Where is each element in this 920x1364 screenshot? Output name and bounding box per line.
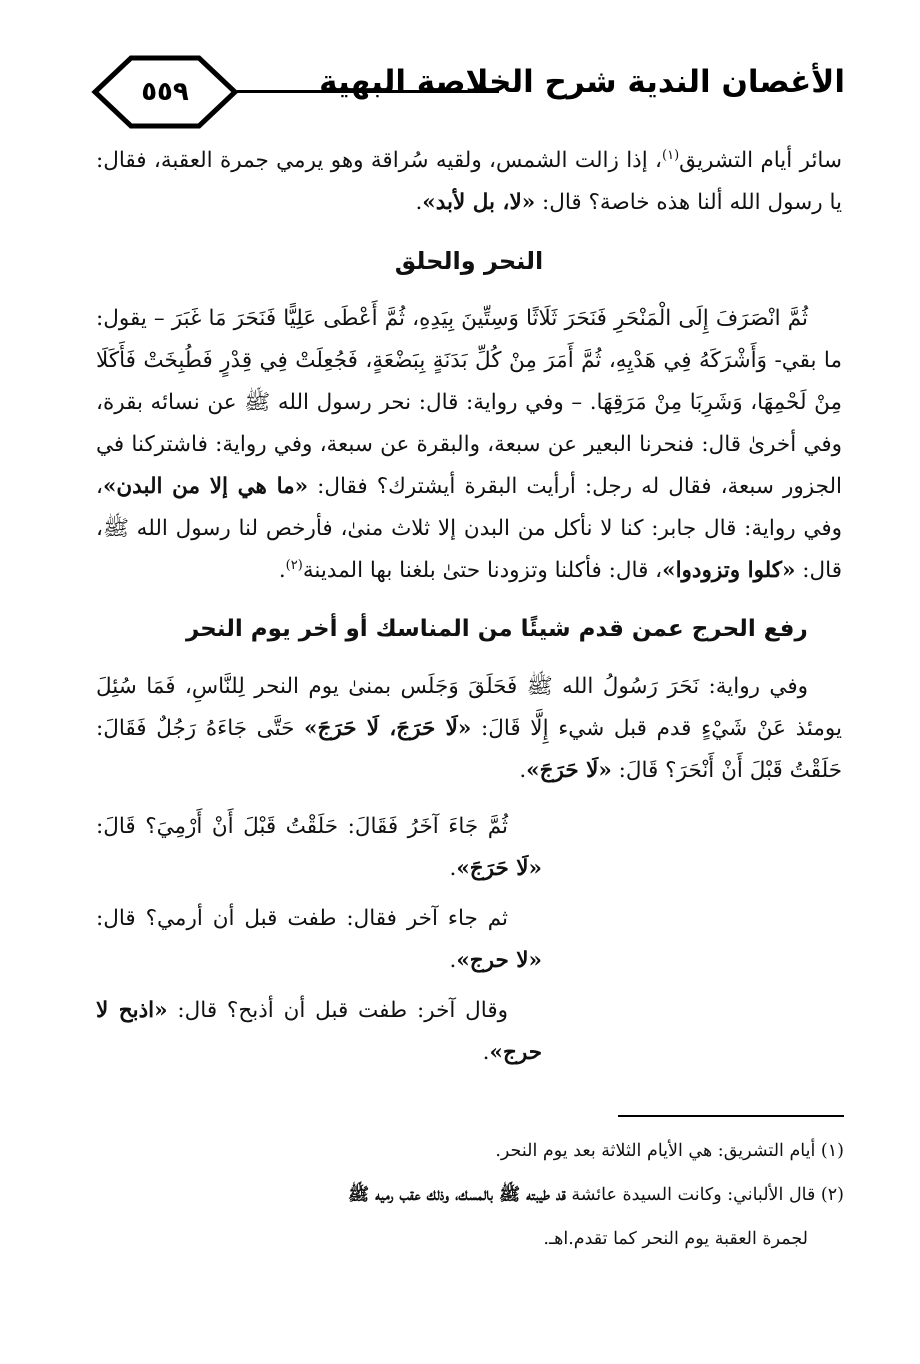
paragraph-4 bbox=[96, 806, 842, 890]
hadith-quote: «اذبح لا حرج» bbox=[96, 998, 542, 1065]
text-run: . bbox=[449, 856, 457, 881]
footnotes bbox=[96, 1132, 844, 1258]
text-run: وقال آخر: طفت قبل أن أذبح؟ قال: bbox=[167, 998, 508, 1023]
hadith-quote: «لَا حَرَجَ» bbox=[456, 856, 542, 881]
section-heading: رفع الحرج عمن قدم شيئًا من المناسك أو أخر يوم النحر bbox=[186, 616, 808, 642]
text-run: ، قال: فأكلنا وتزودنا حتىٰ بلغنا بها المدينة bbox=[302, 558, 663, 583]
footnote-2 bbox=[96, 1176, 844, 1214]
main-text bbox=[96, 140, 842, 1074]
paragraph-5 bbox=[96, 898, 842, 982]
footnote-marker-2: (٢) bbox=[285, 557, 303, 573]
hadith-quote: «ما هي إلا من البدن» bbox=[102, 474, 309, 499]
paragraph-2 bbox=[96, 298, 842, 592]
text-run: ثُمَّ جَاءَ آخَرُ فَقَالَ: حَلَقْتُ قَبْلَ أَنْ أَرْمِيَ؟ قَالَ: bbox=[96, 814, 508, 839]
text-run: . bbox=[449, 948, 457, 973]
footnote-rule bbox=[618, 1115, 844, 1117]
text-run: ثُمَّ انْصَرَفَ إِلَى الْمَنْحَرِ فَنَحَرَ ثَلَاثًا وَسِتِّينَ بِيَدِهِ، ثُمَّ أَعْطَى عَلِيًّا فَنَحَرَ مَا غَبَرَ – يقول: ما بقي- وَأَشْرَكَهُ فِي هَدْيِهِ، ثُمَّ أَمَرَ مِنْ كُلِّ بَدَنَةٍ بِبَضْعَةٍ، فَجُعِلَتْ فِي قِدْرٍ فَطُبِخَتْ فَأَكَلَا مِنْ لَحْمِهَا، وَشَرِبَا مِنْ مَرَقِهَا. – وفي رواية: قال: نحر رسول الله ﷺ عن نسائه بقرة، وفي أخرىٰ قال: فنحرنا البعير عن سبعة، والبقرة عن سبعة، وفي رواية: فاشتركنا في الجزور سبعة، فقال له رجل: أرأيت البقرة أيشترك؟ فقال: bbox=[96, 306, 842, 499]
text-run: ، وفي رواية: قال جابر: كنا لا نأكل من البدن إلا ثلاث منىٰ، فأرخص لنا رسول الله ﷺ، قال: bbox=[96, 474, 842, 583]
page-header bbox=[85, 46, 845, 134]
text-run: سائر أيام التشريق bbox=[679, 148, 842, 173]
text-run: (٢) قال الألباني: وكانت السيدة عائشة bbox=[565, 1185, 844, 1205]
paragraph-3 bbox=[96, 666, 842, 792]
hadith-quote: «لا حرج» bbox=[456, 948, 542, 973]
text-run: ، إذا زالت الشمس، ولقيه سُراقة وهو يرمي جمرة العقبة، فقال: يا رسول الله ألنا هذه خاصة؟ قال: bbox=[96, 148, 842, 215]
footnote-marker-1: (١) bbox=[662, 147, 680, 163]
hadith-quote: «لَا حَرَجَ» bbox=[526, 758, 612, 783]
page-number: ٥٥٩ bbox=[141, 77, 189, 107]
running-title: الأغصان الندية شرح الخلاصة البهية bbox=[319, 64, 845, 100]
emphasized-text: قد طيبته ﷺ بالمسك، وذلك عقب رميه ﷺ bbox=[347, 1185, 566, 1205]
text-run: حَتَّى جَاءَهُ رَجُلٌ فَقَالَ: حَلَقْتُ قَبْلَ أَنْ أَنْحَرَ؟ قَالَ: bbox=[96, 716, 842, 783]
hadith-quote: «لَا حَرَجَ، لَا حَرَجَ» bbox=[304, 716, 472, 741]
section-heading: النحر والحلق bbox=[394, 247, 544, 275]
footnote-2-continued: لجمرة العقبة يوم النحر كما تقدم.اهـ. bbox=[543, 1229, 808, 1249]
text-run: ثم جاء آخر فقال: طفت قبل أن أرمي؟ قال: bbox=[96, 906, 508, 931]
text-run: . bbox=[278, 558, 286, 583]
footnote-1: (١) أيام التشريق: هي الأيام الثلاثة بعد يوم النحر. bbox=[495, 1141, 844, 1161]
paragraph-1 bbox=[96, 140, 842, 224]
hadith-quote: «لا، بل لأبد» bbox=[422, 190, 536, 215]
text-run: . bbox=[482, 1040, 490, 1065]
paragraph-6 bbox=[96, 990, 842, 1074]
text-run: . bbox=[519, 758, 527, 783]
text-run: . bbox=[415, 190, 423, 215]
text-run: وفي رواية: نَحَرَ رَسُولُ الله ﷺ فَحَلَقَ وَجَلَس بمنىٰ يوم النحر لِلنَّاسِ، فَمَا سُئِلَ يومئذ عَنْ شَيْءٍ قدم قبل شيء إِلَّا قَالَ: bbox=[96, 674, 843, 741]
page-number-frame bbox=[91, 54, 239, 130]
hadith-quote: «كلوا وتزودوا» bbox=[662, 558, 796, 583]
